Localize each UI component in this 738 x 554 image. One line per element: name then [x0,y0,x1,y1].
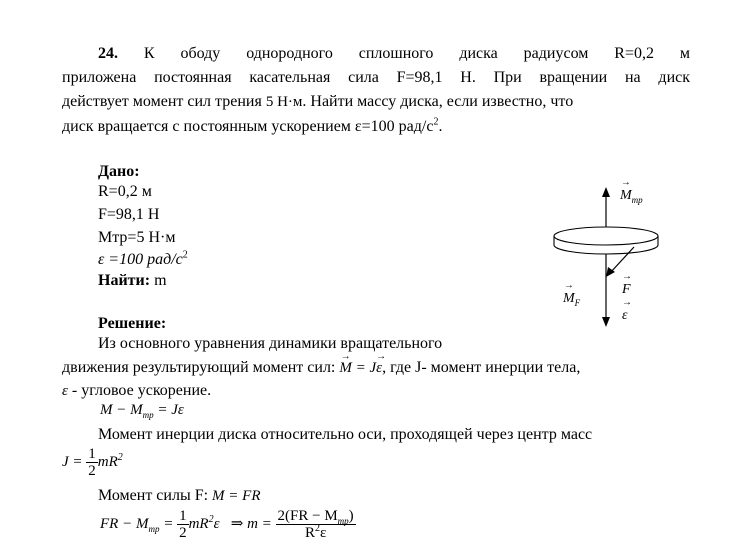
inertia-exp: 2 [117,451,123,463]
final-num-sub: тр [337,516,349,526]
final-lhs-sub: тр [148,523,160,534]
label-m-f-letter: → M [563,291,575,307]
find-line [98,271,167,291]
final-den-eps: ε [319,525,327,541]
problem-number: 24. [98,45,118,62]
label-m-tr-letter: → M [620,188,632,204]
problem-text-3b: . Найти массу диска, если известно, что [302,93,574,110]
problem-line-4 [62,117,442,137]
final-num-close: ) [348,508,354,524]
find-value: m [154,272,167,289]
problem-end-dot: . [438,118,443,135]
label-m-f [563,291,580,307]
label-f [622,282,631,298]
vec-eps: → ε [376,358,382,378]
solution-text-2a: движения результирующий момент сил: [62,359,336,376]
solution-line-1: Из основного уравнения динамики вращательного [98,335,443,352]
problem-line-1 [98,44,690,64]
fraction-half [86,446,98,479]
given-radius: R=0,2 м [98,183,152,200]
label-eps [622,308,628,324]
solution-line-4: Момент инерции диска относительно оси, проходящей через центр масс [98,426,593,443]
equation-1 [100,402,184,419]
find-heading: Найти: [98,272,151,289]
problem-text-3a: действует момент сил трения [62,93,262,110]
solution-line-3 [62,381,211,401]
label-m-tr-sub: тр [631,194,643,205]
solution-text-5: Момент силы F: [98,487,209,504]
problem-text-4a: диск вращается с постоянным ускорением [62,118,351,135]
final-eq: = [163,515,174,532]
final-lhs: FR − M [100,515,149,532]
solution-line-5 [98,486,261,506]
final-implies: ⇒ m = [230,515,272,532]
eq1-rhs: = Jε [157,402,184,418]
eq1-lhs: M − M [100,402,143,418]
final-mid-exp: 2 [208,513,214,525]
final-half [177,508,189,541]
given-accel-exp: 2 [182,249,188,261]
label-eps-letter: → ε [622,308,628,324]
equation-inertia [62,446,123,479]
eq1-sub: тр [142,410,154,420]
problem-line-3 [62,92,690,112]
inertia-lhs: J = [62,453,83,470]
disk-diagram [540,175,680,335]
given-accel-text: ε =100 рад/с [98,251,183,268]
given-force: F=98,1 Н [98,206,160,223]
given-accel [98,250,188,270]
final-den-r: R [304,525,315,541]
final-num-text: 2(FR − M [277,508,338,524]
eq-sign: = [355,360,366,376]
final-fraction [276,508,356,541]
final-mid: mR [188,515,209,532]
half-num: 1 [88,446,96,462]
label-m-f-sub: F [574,297,581,308]
accel-exp: 2 [433,116,439,128]
solution-text-3: - угловое ускорение. [71,382,212,399]
j-symbol: J [369,360,377,376]
label-m-tr [620,188,643,204]
final-half-den: 2 [179,525,187,541]
final-den-exp: 2 [314,523,320,534]
equation-final [100,508,356,541]
moment-eq: M = FR [212,488,261,504]
inertia-mr: mR [97,453,118,470]
given-friction: Мтр=5 Н·м [98,229,176,246]
label-f-letter: → F [622,282,631,298]
final-denominator [276,525,356,541]
solution-line-2 [62,358,580,378]
arrow-down-head [602,317,610,327]
disk-top [554,227,658,245]
final-mid-eps: ε [213,515,220,532]
solution-heading: Решение: [98,315,167,332]
solution-text-2b: , где J- момент инерции тела, [382,359,581,376]
accel-value: ε=100 рад/с [354,118,434,135]
problem-text-1: К ободу однородного сплошного диска радиусом R=0,2 м [143,45,691,62]
problem-line-2: приложена постоянная касательная сила F=98,1 Н. При вращении на диск [62,69,690,86]
arrow-up-head [602,187,610,197]
half-den: 2 [88,463,96,479]
vec-m: → M [339,358,352,378]
eps-symbol: ε [62,383,68,399]
given-heading: Дано: [98,163,140,180]
final-half-num: 1 [179,508,187,524]
friction-torque-value: 5 Н·м [265,94,303,110]
